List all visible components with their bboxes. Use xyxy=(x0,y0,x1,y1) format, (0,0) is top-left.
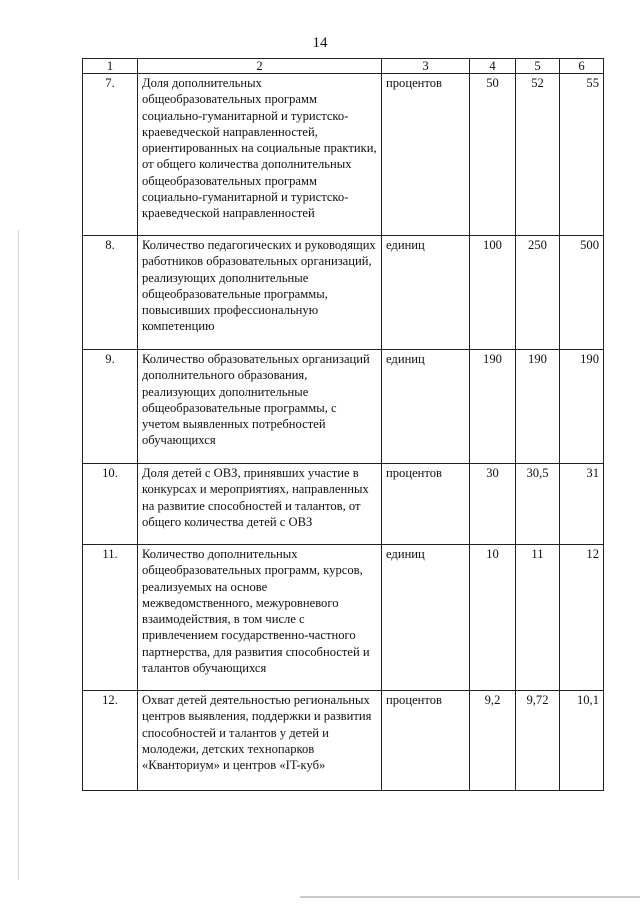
scan-artifact-line xyxy=(300,896,640,898)
table-row xyxy=(83,545,604,691)
row-number: 12. xyxy=(83,691,138,791)
value-col4: 190 xyxy=(470,350,516,464)
value-col6: 12 xyxy=(560,545,604,691)
value-col4: 9,2 xyxy=(470,691,516,791)
indicator-name: Доля детей с ОВЗ, принявших участие в конкурсах и мероприятиях, направленных на развитие способностей и талантов, от общего количества детей с ОВЗ xyxy=(138,464,382,545)
value-col5: 52 xyxy=(516,74,560,236)
unit: единиц xyxy=(382,545,470,691)
column-header: 4 xyxy=(470,59,516,74)
value-col4: 10 xyxy=(470,545,516,691)
value-col5: 250 xyxy=(516,236,560,350)
row-number: 9. xyxy=(83,350,138,464)
indicator-name: Охват детей деятельностью региональных центров выявления, поддержки и развития способностей и талантов у детей и молодежи, детских технопарков «Кванториум» и центров «IT-куб» xyxy=(138,691,382,791)
value-col6: 55 xyxy=(560,74,604,236)
value-col4: 50 xyxy=(470,74,516,236)
table-row xyxy=(83,74,604,236)
table-row xyxy=(83,236,604,350)
unit: процентов xyxy=(382,464,470,545)
table-header-row xyxy=(83,59,604,74)
value-col6: 31 xyxy=(560,464,604,545)
value-col6: 500 xyxy=(560,236,604,350)
value-col5: 11 xyxy=(516,545,560,691)
column-header: 5 xyxy=(516,59,560,74)
unit: единиц xyxy=(382,236,470,350)
scan-artifact-line xyxy=(18,230,19,880)
column-header: 3 xyxy=(382,59,470,74)
value-col5: 190 xyxy=(516,350,560,464)
row-number: 11. xyxy=(83,545,138,691)
value-col4: 30 xyxy=(470,464,516,545)
table-row xyxy=(83,350,604,464)
row-number: 8. xyxy=(83,236,138,350)
indicator-name: Количество дополнительных общеобразовательных программ, курсов, реализуемых на основе межведомственного, межуровневого взаимодействия, в том числе с привлечением государственно-частного партнерства, для развития способностей и талантов обучающихся xyxy=(138,545,382,691)
unit: процентов xyxy=(382,691,470,791)
value-col5: 30,5 xyxy=(516,464,560,545)
value-col5: 9,72 xyxy=(516,691,560,791)
column-header: 2 xyxy=(138,59,382,74)
column-header: 6 xyxy=(560,59,604,74)
indicators-table xyxy=(82,58,604,791)
row-number: 7. xyxy=(83,74,138,236)
indicator-name: Количество образовательных организаций дополнительного образования, реализующих дополнительные общеобразовательные программы, с учетом выявленных потребностей обучающихся xyxy=(138,350,382,464)
indicator-name: Доля дополнительных общеобразовательных программ социально-гуманитарной и туристско-краеведческой направленностей, ориентированных на социальные практики, от общего количества дополнительных общеобразовательных программ социально-гуманитарной и туристско-краеведческой направленностей xyxy=(138,74,382,236)
row-number: 10. xyxy=(83,464,138,545)
column-header: 1 xyxy=(83,59,138,74)
table-row xyxy=(83,691,604,791)
table-row xyxy=(83,464,604,545)
value-col6: 10,1 xyxy=(560,691,604,791)
indicator-name: Количество педагогических и руководящих работников образовательных организаций, реализующих дополнительные общеобразовательные программы, повысивших профессиональную компетенцию xyxy=(138,236,382,350)
page-number: 14 xyxy=(312,35,328,51)
unit: процентов xyxy=(382,74,470,236)
value-col4: 100 xyxy=(470,236,516,350)
unit: единиц xyxy=(382,350,470,464)
value-col6: 190 xyxy=(560,350,604,464)
